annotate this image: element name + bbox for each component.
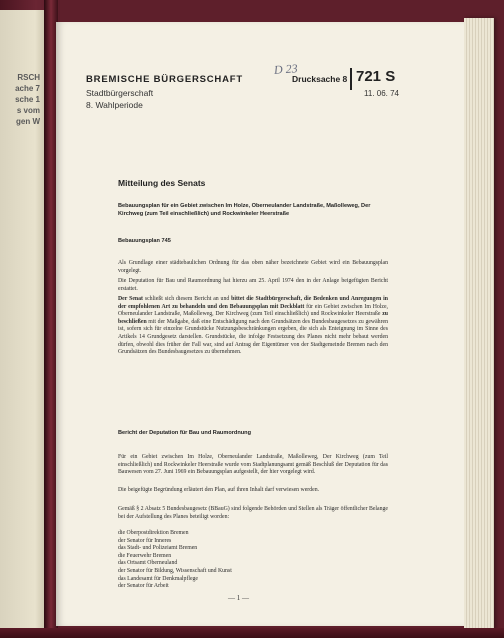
list-item: das Stadt- und Polizeiamt Bremen — [118, 545, 198, 552]
document-page — [56, 22, 464, 626]
paragraph-report: Für ein Gebiet zwischen Im Holze, Oberneulander Landstraße, Maßolleweg, Der Kirchweg (zum Teil einschließlich) und Rockwinkeler Heerstraße wurde vom Stadtplanungsamt gemäß Beschluß der Deputation für das Bauwesen vom 27. Juni 1969 ein Bebauungsplan aufgestellt, der hier vorgelegt wird. — [118, 454, 388, 476]
list-item: das Ortsamt Oberneuland — [118, 560, 178, 567]
senat-lead: Der Senat — [118, 296, 143, 302]
senat-text-e: mit der Maßgabe, daß eine Entschädigung nach den Grundsätzen des Bundesbaugesetzes zu gewähren ist, sofern sich für einzelne Grundstücke Nutzungsbeschränkungen ergeben, die sich als Enteignung im Sinne des Artikels 14 Grundgesetz darstellen. Grundstücke, die infolge Festsetzung des Planes nicht mehr bebaut werden dürfen, obwohl dies früher der Fall war, sind auf Antrag der Eigentümer von der Stadtgemeinde Bremen nach den Grundsätzen des Bundesbaugesetzes zu übernehmen. — [118, 318, 388, 356]
previous-page-line: RSCH — [17, 73, 40, 82]
list-item: der Senator für Arbeit — [118, 583, 169, 590]
paragraph-senat-request — [118, 296, 388, 357]
organization-name: BREMISCHE BÜRGERSCHAFT — [86, 74, 243, 85]
list-item: das Landesamt für Denkmalpflege — [118, 575, 198, 582]
paragraph-deputation: Die Deputation für Bau und Raumordnung hat hierzu am 25. April 1974 den in der Anlage beigefügten Bericht erstattet. — [118, 278, 388, 292]
binder-bottom-edge — [0, 628, 504, 638]
previous-page-line: gen W — [16, 117, 40, 126]
list-item: der Senator für Inneres — [118, 537, 172, 544]
paragraph-explanation: Die beigefügte Begründung erläutert den Plan, auf ihren Inhalt darf verwiesen werden. — [118, 487, 320, 493]
list-item: der Senator für Bildung, Wissenschaft und Kunst — [118, 567, 232, 574]
senat-request-bold: bittet die Stadtbürgerschaft, die Bedenken und Anregungen in der empfohlenen Art zu behandeln und den Bebauungsplan mit Deckblatt — [118, 296, 388, 310]
header-divider — [350, 68, 352, 90]
page-number: — 1 — — [228, 594, 249, 602]
senat-text-a: schließt sich diesem Bericht an und — [142, 296, 232, 302]
paragraph-authorities: Gemäß § 2 Absatz 5 Bundesbaugesetz (BBauG) sind folgende Behörden und Stellen als Träger öffentlicher Belange bei der Aufstellung des Planes beteiligt worden: — [118, 506, 388, 520]
section-title: Bericht der Deputation für Bau und Raumordnung — [118, 430, 252, 436]
legislative-period: 8. Wahlperiode — [86, 100, 143, 110]
document-date: 11. 06. 74 — [364, 89, 399, 98]
authority-list — [118, 530, 388, 591]
paragraph-intro: Als Grundlage einer städtebaulichen Ordnung für das oben näher bezeichnete Gebiet wird ein Bebauungsplan vorgelegt. — [118, 260, 388, 274]
previous-page-edge — [0, 10, 44, 628]
page-stack-edge — [464, 18, 494, 630]
list-item: die Feuerwehr Bremen — [118, 552, 172, 559]
senat-resolve-bold: zu beschließen — [118, 311, 388, 325]
list-item: die Oberpostdirektion Bremen — [118, 530, 189, 536]
previous-page-line: sche 1 — [15, 95, 40, 104]
chamber-name: Stadtbürgerschaft — [86, 88, 154, 98]
drucksache-label: Drucksache 8 — [292, 74, 348, 84]
document-number: 721 S — [356, 68, 396, 85]
previous-page-text — [0, 72, 40, 127]
document-subject: Bebauungsplan für ein Gebiet zwischen Im Holze, Oberneulander Landstraße, Maßolleweg, Der Kirchweg (zum Teil einschließlich) und Rockwinkeler Heerstraße — [118, 203, 371, 217]
document-title: Mitteilung des Senats — [118, 178, 206, 188]
previous-page-line: ache 7 — [15, 84, 40, 93]
plan-number: Bebauungsplan 745 — [118, 238, 171, 244]
previous-page-line: s vom — [16, 106, 40, 115]
handwritten-note: D 23 — [273, 61, 299, 77]
senat-text-c: für ein Gebiet zwischen Im Holze, Oberneulander Landstraße, Maßolleweg, Der Kirchweg (zum Teil einschließlich) und Rockwinkeler Heerstraße — [118, 303, 388, 318]
